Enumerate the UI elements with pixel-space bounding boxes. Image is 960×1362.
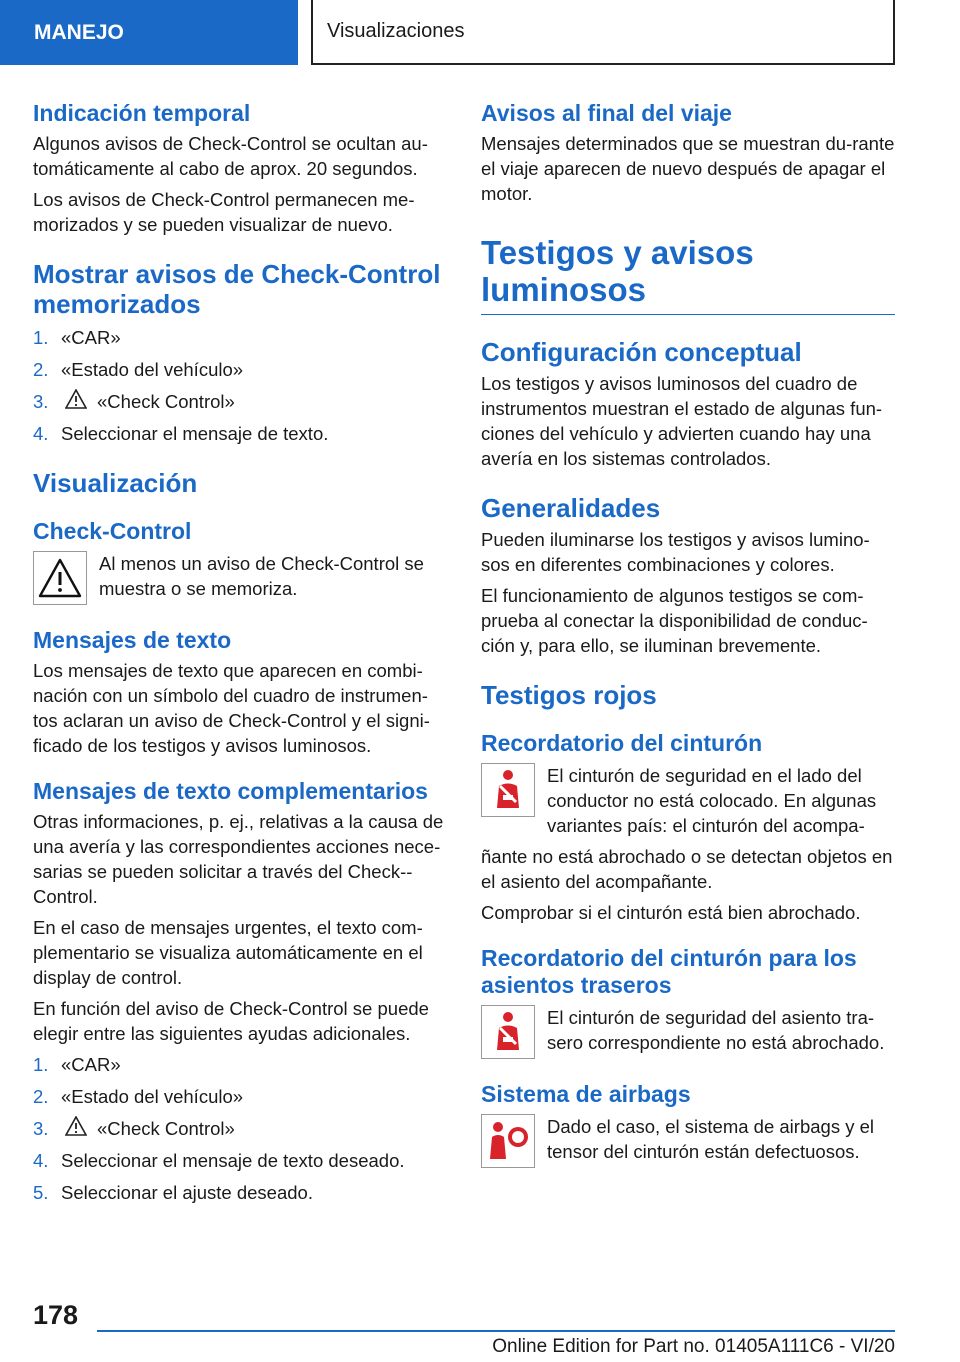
footer-edition: Online Edition for Part no. 01405A111C6 - VI/20 xyxy=(492,1336,895,1357)
paragraph: Algunos avisos de Check-Control se ocultan au-tomáticamente al cabo de aprox. 20 segundos. xyxy=(33,133,428,179)
page-header-title: Visualizaciones xyxy=(327,20,465,42)
paragraph: Comprobar si el cinturón está bien abrochado. xyxy=(481,902,861,924)
list-text: «Estado del vehículo» xyxy=(61,1086,244,1107)
paragraph: Los testigos y avisos luminosos del cuadro de instrumentos muestran el estado de algunas fun-ciones del vehículo y advierten cuando hay una avería en los sistemas controlados. xyxy=(481,373,883,470)
paragraph: Dado el caso, el sistema de airbags y el tensor del cinturón están defectuosos. xyxy=(547,1116,875,1163)
list-text: «Check Control» xyxy=(97,391,235,412)
paragraph: En el caso de mensajes urgentes, el texto com-plementario se visualiza automáticamente en el display de control. xyxy=(33,917,423,988)
heading-visualizacion: Visualización xyxy=(33,468,198,498)
list-item xyxy=(33,325,445,350)
heading-avisos-final: Avisos al final del viaje xyxy=(481,100,732,126)
paragraph: El funcionamiento de algunos testigos se com-prueba al conectar la disponibilidad de conduc-ción y, para ello, se iluminan brevemente. xyxy=(481,585,868,657)
list-text: «CAR» xyxy=(61,327,121,348)
paragraph: Otras informaciones, p. ej., relativas a la causa de una avería y las correspondientes acciones nece-sarias se pueden solicitar a través del Check--Control. xyxy=(33,811,444,907)
list-item xyxy=(33,357,445,382)
paragraph: En función del aviso de Check-Control se puede elegir entre las siguientes ayudas adicionales. xyxy=(33,998,429,1044)
warning-icon xyxy=(65,1116,87,1136)
list-text: Seleccionar el ajuste deseado. xyxy=(61,1182,313,1203)
footer-divider xyxy=(97,1330,895,1332)
list-item xyxy=(33,421,445,446)
paragraph: Pueden iluminarse los testigos y avisos lumino-sos en diferentes combinaciones y colores. xyxy=(481,529,870,576)
page-number: 178 xyxy=(33,1300,79,1330)
warning-icon xyxy=(33,551,87,605)
heading-rojos: Testigos rojos xyxy=(481,680,657,711)
heading-cinturon-traseros: Recordatorio del cinturón para los asientos traseros xyxy=(481,945,857,999)
heading-airbags: Sistema de airbags xyxy=(481,1081,691,1108)
warning-icon xyxy=(65,389,87,409)
list-text: Seleccionar el mensaje de texto. xyxy=(61,423,329,444)
checkcontrol-block xyxy=(33,551,445,607)
list-item xyxy=(33,1116,445,1141)
list-item xyxy=(33,1084,445,1109)
heading-testigos: Testigos y avisos luminosos xyxy=(481,234,895,315)
seatbelt-icon xyxy=(481,763,535,817)
rear-seatbelt-block xyxy=(481,1005,895,1061)
list-number: 4. xyxy=(33,1150,49,1171)
airbag-block xyxy=(481,1114,895,1170)
heading-mensajes: Mensajes de texto xyxy=(33,627,232,653)
steps-list-1 xyxy=(33,325,445,446)
section-label: MANEJO xyxy=(34,20,124,44)
paragraph: Los mensajes de texto que aparecen en combi-nación con un símbolo del cuadro de instrumen-tos aclaran un aviso de Check-Control y el signi-ficado de los testigos y avisos luminosos. xyxy=(33,660,430,756)
seatbelt-block xyxy=(481,763,895,844)
paragraph: El cinturón de seguridad del asiento tra-sero correspondiente no está abrochado. xyxy=(547,1007,885,1054)
list-item xyxy=(33,389,445,414)
heading-mostrar: Mostrar avisos de Check-Control memorizados xyxy=(33,259,441,319)
page-header xyxy=(311,0,895,65)
list-number: 3. xyxy=(33,1118,49,1139)
airbag-icon xyxy=(481,1114,535,1168)
list-number: 2. xyxy=(33,1086,49,1107)
heading-indicacion: Indicación temporal xyxy=(33,100,251,126)
list-number: 5. xyxy=(33,1182,49,1203)
left-column xyxy=(33,100,445,1212)
list-text: «Check Control» xyxy=(97,1118,235,1139)
list-item xyxy=(33,1052,445,1077)
heading-generalidades: Generalidades xyxy=(481,493,661,524)
list-number: 1. xyxy=(33,1054,49,1075)
paragraph: Mensajes determinados que se muestran du-rante el viaje aparecen de nuevo después de apagar el motor. xyxy=(481,133,895,204)
heading-configuracion: Configuración conceptual xyxy=(481,337,802,368)
list-text: «Estado del vehículo» xyxy=(61,359,244,380)
right-column xyxy=(481,100,895,1170)
list-number: 3. xyxy=(33,391,49,412)
list-number: 1. xyxy=(33,327,49,348)
list-number: 2. xyxy=(33,359,49,380)
paragraph: El cinturón de seguridad en el lado del conductor no está colocado. En algunas variantes país: el cinturón del acompa- xyxy=(547,765,877,837)
paragraph: ñante no está abrochado o se detectan objetos en el asiento del acompañante. xyxy=(481,846,893,893)
steps-list-2 xyxy=(33,1052,445,1205)
list-item xyxy=(33,1148,445,1173)
list-number: 4. xyxy=(33,423,49,444)
section-tab xyxy=(0,0,298,65)
paragraph: Al menos un aviso de Check-Control se muestra o se memoriza. xyxy=(99,553,424,599)
rear-seatbelt-icon xyxy=(481,1005,535,1059)
heading-cinturon: Recordatorio del cinturón xyxy=(481,730,763,757)
paragraph: Los avisos de Check-Control permanecen me-morizados y se pueden visualizar de nuevo. xyxy=(33,189,415,235)
list-item xyxy=(33,1180,445,1205)
heading-complementarios: Mensajes de texto complementarios xyxy=(33,778,428,804)
heading-checkcontrol: Check-Control xyxy=(33,518,192,544)
list-text: Seleccionar el mensaje de texto deseado. xyxy=(61,1150,405,1171)
list-text: «CAR» xyxy=(61,1054,121,1075)
